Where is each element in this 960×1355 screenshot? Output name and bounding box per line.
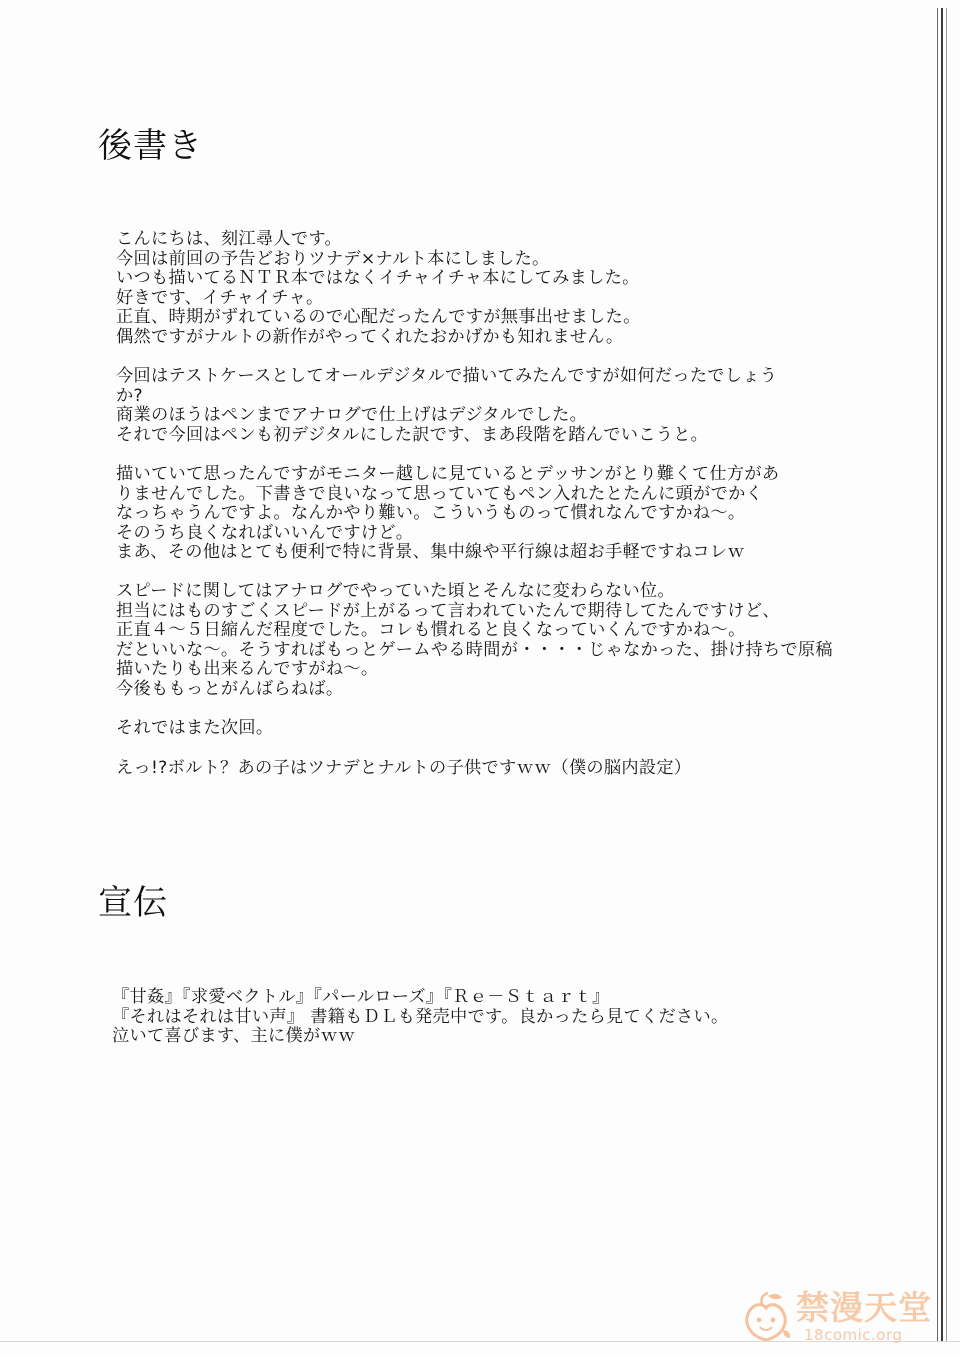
text-line: 商業のほうはペンまでアナログで仕上げはデジタルでした。 xyxy=(116,405,588,426)
afterword-paragraph xyxy=(116,719,876,739)
text-line: りませんでした。下書きで良いなって思っていてもペン入れたとたんに頭がでかく xyxy=(116,483,764,504)
page-edge-line xyxy=(946,8,947,1341)
text-line: か? xyxy=(116,385,143,406)
text-line: それで今回はペンも初デジタルにした訳です、まあ段階を踏んでいこうと。 xyxy=(116,424,709,445)
text-line: 『それはそれは甘い声』 書籍もＤＬも発売中です。良かったら見てください。 xyxy=(112,1006,729,1027)
text-line: こんにちは、刻江尋人です。 xyxy=(116,229,342,249)
peach-mascot-icon xyxy=(738,1290,794,1346)
text-line: 担当にはものすごくスピードが上がるって言われていたんで期待してたんですけど、 xyxy=(116,600,780,621)
text-line: 今回はテストケースとしてオールデジタルで描いてみたんですが如何だったでしょう xyxy=(116,366,778,386)
text-line: 正直、時期がずれているので心配だったんですが無事出せました。 xyxy=(116,307,641,328)
text-line: スピードに関してはアナログでやっていた頃とそんなに変わらない位。 xyxy=(116,581,675,601)
afterword-paragraph xyxy=(116,465,876,563)
afterword-paragraph xyxy=(116,230,876,348)
text-line: それではまた次回。 xyxy=(116,718,274,738)
text-line: 偶然ですがナルトの新作がやってくれたおかげかも知れません。 xyxy=(116,326,624,347)
text-line: えっ!?ボルト？あの子はツナデとナルトの子供ですｗｗ（僕の脳内設定） xyxy=(116,758,692,778)
text-line: 泣いて喜びます、主に僕がｗｗ xyxy=(112,1026,356,1047)
text-line: だといいな～。そうすればもっとゲームやる時間が・・・・じゃなかった、掛け持ちで原稿 xyxy=(116,639,833,660)
text-line: いつも描いてるＮＴＲ本ではなくイチャイチャ本にしてみました。 xyxy=(116,268,640,289)
afterword-paragraph xyxy=(116,367,876,445)
text-line: 描いていて思ったんですがモニター越しに見ているとデッサンがとり難くて仕方があ xyxy=(116,464,780,484)
page-edge-line xyxy=(941,8,943,1341)
afterword-paragraph xyxy=(116,582,876,700)
text-line: 『甘姦』『求愛ベクトル』『パールローズ』『Ｒｅ－Ｓｔａｒｔ』 xyxy=(112,987,610,1007)
text-line: 好きです、イチャイチャ。 xyxy=(116,287,324,308)
text-line: まあ、その他はとても便利で特に背景、集中線や平行線は超お手軽ですねコレｗ xyxy=(116,542,745,563)
text-line: 今回は前回の予告どおりツナデ×ナルト本にしました。 xyxy=(116,248,550,269)
page-edge-line xyxy=(937,8,938,1341)
advertisement-paragraph xyxy=(112,988,872,1047)
watermark-site: 18comic.org xyxy=(804,1326,903,1344)
advertisement-heading: 宣伝 xyxy=(98,883,168,923)
watermark-name: 禁漫天堂 xyxy=(796,1288,932,1327)
text-line: 描いたりも出来るんですがね～。 xyxy=(116,659,379,680)
site-watermark xyxy=(738,1288,946,1350)
afterword-paragraph xyxy=(116,759,876,779)
text-line: 今後ももっとがんばらねば。 xyxy=(116,678,344,699)
afterword-heading: 後書き xyxy=(98,126,203,166)
text-line: 正直４～５日縮んだ程度でした。コレも慣れると良くなっていくんですかね～。 xyxy=(116,620,746,641)
text-line: そのうち良くなればいいんですけど。 xyxy=(116,522,414,543)
text-line: なっちゃうんですよ。なんかやり難い。こういうものって慣れなんですかね～。 xyxy=(116,503,746,524)
